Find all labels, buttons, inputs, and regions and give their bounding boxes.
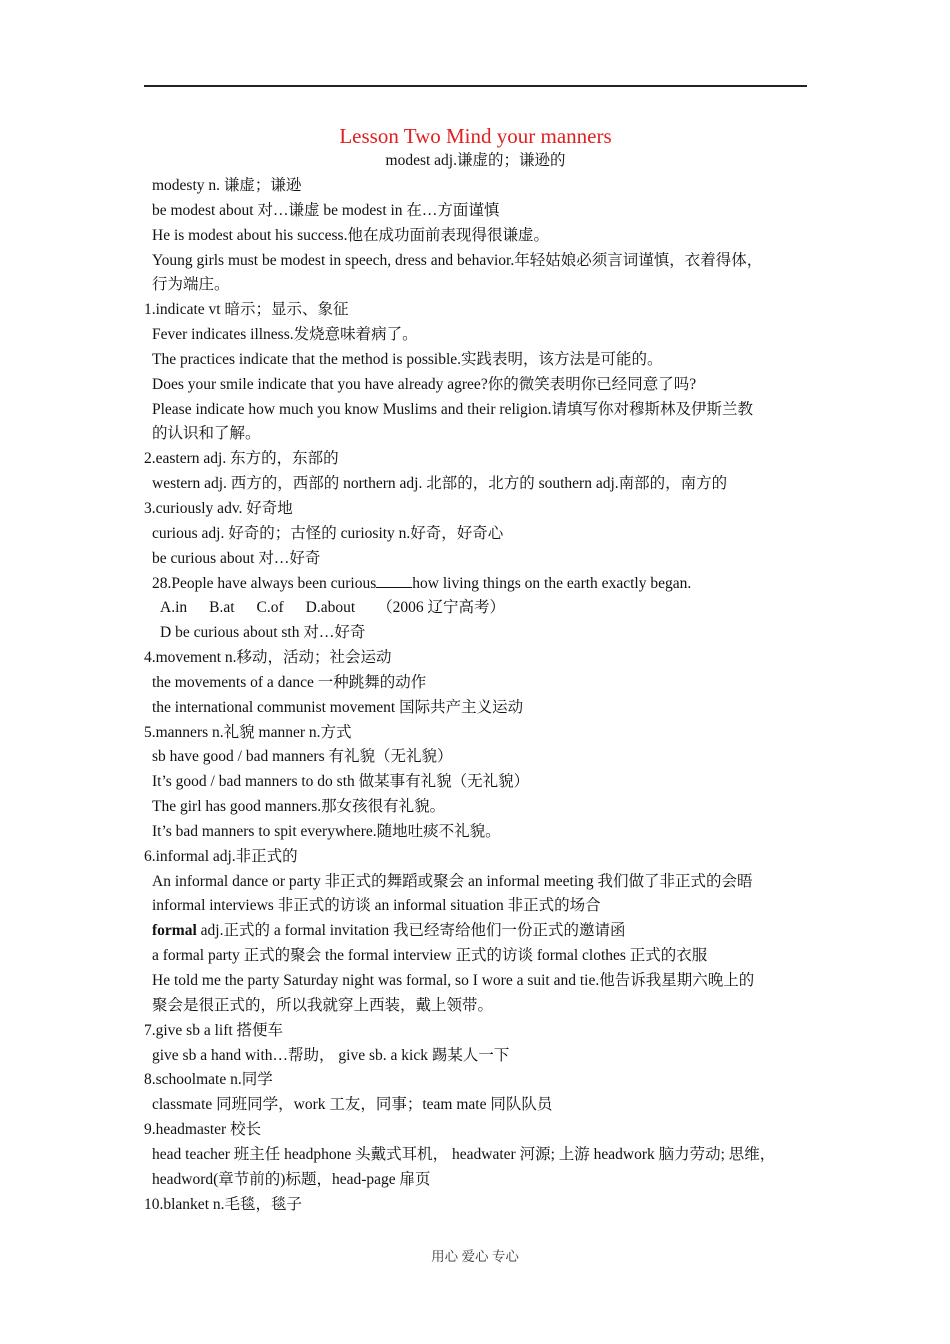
note-line <box>0 671 950 696</box>
note-line <box>0 224 950 249</box>
note-line <box>0 969 950 994</box>
exam-source-note: （2006 辽宁高考） <box>377 599 506 617</box>
line-text: classmate 同班同学，work 工友，同事；team mate 同队队员 <box>152 1096 553 1114</box>
answer-option: A.in <box>160 599 188 617</box>
note-line <box>0 1118 950 1143</box>
line-text: An informal dance or party 非正式的舞蹈或聚会 an informal meeting 我们做了非正式的会晤 <box>152 872 753 890</box>
line-text: 6.informal adj.非正式的 <box>144 847 298 865</box>
line-text: 的认识和了解。 <box>152 425 261 443</box>
line-text: The practices indicate that the method is possible.实践表明，该方法是可能的。 <box>152 350 663 368</box>
note-line <box>0 944 950 969</box>
note-line <box>0 795 950 820</box>
note-line <box>0 1068 950 1093</box>
header-rule <box>144 85 807 87</box>
vocabulary-notes <box>0 174 950 1217</box>
note-line <box>0 373 950 398</box>
note-line <box>0 422 950 447</box>
line-text: headword(章节前的)标题，head-page 扉页 <box>152 1170 431 1188</box>
note-line <box>0 273 950 298</box>
line-text: 行为端庄。 <box>152 276 230 294</box>
bold-term: formal <box>152 922 197 940</box>
question-text-after: how living things on the earth exactly began. <box>412 574 692 592</box>
note-line <box>0 621 950 646</box>
note-line <box>0 845 950 870</box>
note-line <box>0 522 950 547</box>
line-text: Young girls must be modest in speech, dress and behavior.年轻姑娘必须言词谨慎，衣着得体， <box>152 251 763 269</box>
line-text: 2.eastern adj. 东方的，东部的 <box>144 450 339 468</box>
note-line <box>0 994 950 1019</box>
lesson-title: Lesson Two Mind your manners <box>339 124 612 148</box>
line-text: 5.manners n.礼貌 manner n.方式 <box>144 723 352 741</box>
note-line <box>0 348 950 373</box>
note-line <box>0 1193 950 1218</box>
lesson-subtitle: modest adj.谦虚的；谦逊的 <box>385 152 566 169</box>
page-footer: 用心 爱心 专心 <box>431 1249 519 1264</box>
line-text: It’s good / bad manners to do sth 做某事有礼貌（无礼貌） <box>152 773 530 791</box>
answer-option: B.at <box>209 599 235 617</box>
line-text: It’s bad manners to spit everywhere.随地吐痰不礼貌。 <box>152 822 501 840</box>
line-text: 聚会是很正式的，所以我就穿上西装，戴上领带。 <box>152 996 494 1014</box>
note-line <box>0 1168 950 1193</box>
note-line <box>0 572 950 597</box>
note-line <box>0 447 950 472</box>
line-text: be curious about 对…好奇 <box>152 549 321 567</box>
note-line <box>0 1044 950 1069</box>
line-text: 8.schoolmate n.同学 <box>144 1071 273 1089</box>
line-text: curious adj. 好奇的；古怪的 curiosity n.好奇，好奇心 <box>152 524 504 542</box>
note-line <box>0 249 950 274</box>
answer-option: C.of <box>256 599 284 617</box>
line-text: give sb a hand with…帮助， give sb. a kick 踢某人一下 <box>152 1046 510 1064</box>
line-text: 10.blanket n.毛毯，毯子 <box>144 1195 302 1213</box>
note-line <box>0 745 950 770</box>
line-text: the movements of a dance 一种跳舞的动作 <box>152 673 427 691</box>
question-text-before: 28.People have always been curious <box>152 574 377 592</box>
note-line <box>0 1019 950 1044</box>
note-line <box>0 646 950 671</box>
note-line <box>0 721 950 746</box>
note-line <box>0 298 950 323</box>
line-text: 4.movement n.移动，活动；社会运动 <box>144 649 392 667</box>
line-text: 7.give sb a lift 搭便车 <box>144 1021 284 1039</box>
line-text: 9.headmaster 校长 <box>144 1121 262 1139</box>
note-line <box>0 696 950 721</box>
note-line <box>0 199 950 224</box>
line-text: Does your smile indicate that you have already agree?你的微笑表明你已经同意了吗? <box>152 375 697 393</box>
note-line <box>0 596 950 621</box>
line-text: Fever indicates illness.发烧意味着病了。 <box>152 326 418 344</box>
line-text: 1.indicate vt 暗示；显示、象征 <box>144 301 349 319</box>
note-line <box>0 1143 950 1168</box>
note-line <box>0 174 950 199</box>
line-text: 3.curiously adv. 好奇地 <box>144 499 293 517</box>
note-line <box>0 398 950 423</box>
note-line <box>0 472 950 497</box>
line-text: modesty n. 谦虚；谦逊 <box>152 177 302 194</box>
line-text: a formal party 正式的聚会 the formal interview 正式的访谈 formal clothes 正式的衣服 <box>152 947 708 965</box>
note-line <box>0 820 950 845</box>
note-line <box>0 894 950 919</box>
fill-in-blank <box>376 573 412 588</box>
line-text: the international communist movement 国际共产主义运动 <box>152 698 524 716</box>
line-text: D be curious about sth 对…好奇 <box>160 624 366 642</box>
line-text: He told me the party Saturday night was formal, so I wore a suit and tie.他告诉我星期六晚上的 <box>152 972 755 989</box>
line-text: The girl has good manners.那女孩很有礼貌。 <box>152 798 446 816</box>
line-text: western adj. 西方的，西部的 northern adj. 北部的，北方的 southern adj.南部的，南方的 <box>152 475 728 493</box>
line-text: He is modest about his success.他在成功面前表现得很谦虚。 <box>152 226 549 244</box>
note-line <box>0 323 950 348</box>
line-text: adj.正式的 a formal invitation 我已经寄给他们一份正式的邀请函 <box>196 922 626 940</box>
line-text: sb have good / bad manners 有礼貌（无礼貌） <box>152 748 453 766</box>
note-line <box>0 770 950 795</box>
line-text: be modest about 对…谦虚 be modest in 在…方面谨慎 <box>152 201 500 219</box>
line-text: head teacher 班主任 headphone 头戴式耳机， headwater 河源; 上游 headwork 脑力劳动; 思维， <box>152 1145 776 1163</box>
line-text: Please indicate how much you know Muslims and their religion.请填写你对穆斯林及伊斯兰教 <box>152 400 753 418</box>
note-line <box>0 1093 950 1118</box>
line-text: informal interviews 非正式的访谈 an informal situation 非正式的场合 <box>152 897 601 915</box>
note-line <box>0 919 950 944</box>
note-line <box>0 497 950 522</box>
answer-option: D.about <box>305 599 356 617</box>
note-line <box>0 870 950 895</box>
note-line <box>0 547 950 572</box>
